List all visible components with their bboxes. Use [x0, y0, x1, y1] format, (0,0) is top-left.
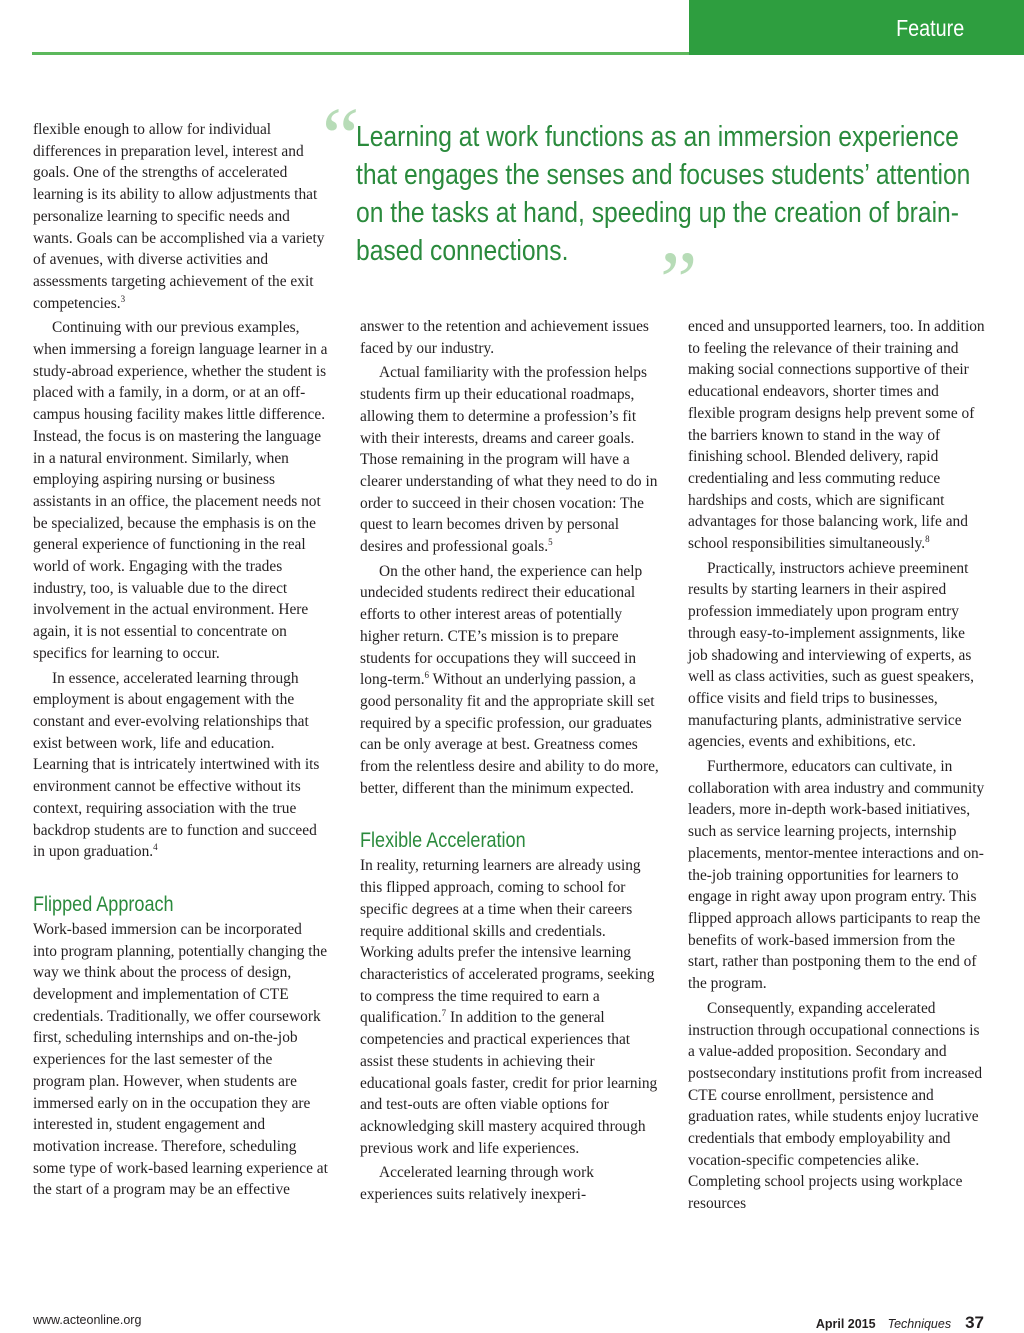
paragraph	[360, 855, 660, 1159]
column-2	[360, 316, 660, 1209]
column-3	[688, 316, 988, 1218]
paragraph	[688, 998, 988, 1215]
section-label: Feature	[895, 15, 964, 41]
paragraph	[33, 919, 328, 1201]
paragraph-text: Practically, instructors achieve preeminent results by starting learners in their aspired profession immediately upon program entry through easy-to-implement assignments, like job shadowing and interviewing of experts, as well as class activities, such as guest speakers, office visits and field trips to businesses, manufacturing plants, administrative service agencies, events and exhibitions, etc.	[688, 559, 974, 751]
paragraph	[33, 317, 328, 664]
header-rule	[32, 52, 690, 55]
paragraph	[33, 668, 328, 863]
paragraph-text: Accelerated learning through work experiences suits relatively inexperi-	[360, 1164, 594, 1204]
paragraph-text: answer to the retention and achievement issues faced by our industry.	[360, 318, 649, 357]
endnote-ref: 6	[424, 670, 430, 681]
paragraph-text: In reality, returning learners are already using this flipped approach, coming to school for specific degrees at a time when their careers require additional skills and credentials. Working adults prefer the intensive learning characteristics of accelerated programs, seeking to compress the time required to earn a qualification.	[360, 857, 655, 1027]
paragraph	[360, 1162, 660, 1205]
endnote-ref: 4	[153, 842, 158, 853]
section-heading: Flexible Acceleration	[360, 829, 526, 853]
paragraph-text: enced and unsupported learners, too. In addition to feeling the relevance of their training and making social connections supportive of their educational endeavors, shorter times and flexible program designs help prevent some of the barriers known to stand in the way of finishing school. Blended delivery, rapid credentialing and less commuting reduce hardships and costs, which are significant advantages for those balancing work, life and school responsibilities simultaneously.	[688, 318, 985, 553]
section-heading: Flipped Approach	[33, 892, 174, 916]
endnote-ref: 5	[548, 536, 553, 547]
pull-quote-text: Learning at work functions as an immersion experience that engages the senses and focuses students’ attention on the tasks at hand, speeding up the creation of brain-based connections.	[356, 121, 971, 267]
paragraph-text: In addition to the general competencies and practical experiences that assist these students in achieving their educational goals faster, credit for prior learning and test-outs are often viable options for acknowledging skill mastery acquired through previous work and life experiences.	[360, 1009, 658, 1157]
endnote-ref: 3	[120, 293, 126, 304]
paragraph-text: Without an underlying passion, a good personality fit and the appropriate skill set required by a specific profession, our graduates can be only average at best. Greatness comes from the relentless desire and ability to do more, better, different than the minimum expected.	[360, 671, 659, 797]
endnote-ref: 7	[441, 1008, 447, 1019]
paragraph	[688, 316, 988, 555]
paragraph	[360, 362, 660, 557]
paragraph	[688, 756, 988, 995]
paragraph	[360, 316, 660, 359]
paragraph	[33, 119, 328, 314]
section-tab	[689, 0, 1024, 55]
paragraph-text: flexible enough to allow for individual differences in preparation level, interest and goals. One of the strengths of accelerated learning is its ability to allow adjustments that personalize learning to specific needs and wants. Goals can be accomplished via a variety of avenues, with diverse activities and assessments targeting achievement of the exit competencies.	[33, 121, 325, 312]
paragraph	[360, 561, 660, 800]
issue-date: April 2015	[815, 1317, 876, 1331]
open-quote-mark: “	[322, 91, 360, 184]
paragraph-text: In essence, accelerated learning through employment is about engagement with the constant and ever-evolving relationships that exist between work, life and education. Learning that is intricately intertwined with its environment cannot be effective without its context, requiring association with the true backdrop students are to function and succeed in upon graduation.	[33, 669, 320, 861]
page-number: 37	[965, 1313, 984, 1332]
endnote-ref: 8	[925, 533, 930, 544]
paragraph-text: On the other hand, the experience can help undecided students redirect their educational efforts to other interest areas of potentially higher return. CTE’s mission is to prepare students for occupations they will succeed in long-term.	[360, 562, 643, 689]
magazine-name: Techniques	[887, 1317, 952, 1331]
paragraph-text: Consequently, expanding accelerated instruction through occupational connections is a value-added proposition. Secondary and postsecondary institutions profit from increased CTE course enrollment, persistence and graduation rates, while students enjoy lucrative credentials that embody employability and vocation-specific competencies alike. Completing school projects using workplace resources	[688, 999, 983, 1213]
column-1	[33, 119, 328, 1204]
paragraph-text: Actual familiarity with the profession helps students firm up their educational roadmaps, allowing them to determine a profession’s fit with their interests, dreams and career goals. Those remaining in the program will have a clearer understanding of what they need to do in order to succeed in their chosen vocation: The quest to learn becomes driven by personal desires and professional goals.	[360, 364, 658, 556]
close-quote-mark: ”	[660, 235, 698, 328]
footer-website: www.acteonline.org	[33, 1313, 142, 1327]
paragraph-text: Continuing with our previous examples, when immersing a foreign language learner in a study-abroad experience, whether the student is placed with a family, in a dorm, or at an off-campus housing facility makes little difference. Instead, the focus is on mastering the language in a natural environment. Similarly, when employing aspiring nursing or business assistants in an office, the placement needs not be specialized, because the emphasis is on the general experience of functioning in the real world of work. Engaging with the trades industry, too, is valuable due to the direct involvement in the actual environment. Here again, it is not essential to concentrate on specifics for learning to occur.	[33, 319, 328, 662]
paragraph-text: Work-based immersion can be incorporated into program planning, potentially changing the way we think about the process of design, development and implementation of CTE credentials. Traditionally, we offer coursework first, scheduling internships and on-the-job experiences for the last semester of the program plan. However, when students are immersed early on in the occupation they are interested in, student engagement and motivation increase. Therefore, scheduling some type of work-based learning experience at the start of a program may be an effective	[33, 920, 328, 1199]
paragraph	[688, 558, 988, 753]
paragraph-text: Furthermore, educators can cultivate, in collaboration with area industry and community leaders, more in-depth work-based initiatives, such as service learning projects, internship placements, mentor-mentee interactions and on-the-job training opportunities for learners to engage in right away upon program entry. This flipped approach allows participants to reap the benefits of work-based immersion from the start, rather than postponing them to the end of the program.	[688, 758, 985, 993]
footer-issue-info	[816, 1313, 984, 1333]
